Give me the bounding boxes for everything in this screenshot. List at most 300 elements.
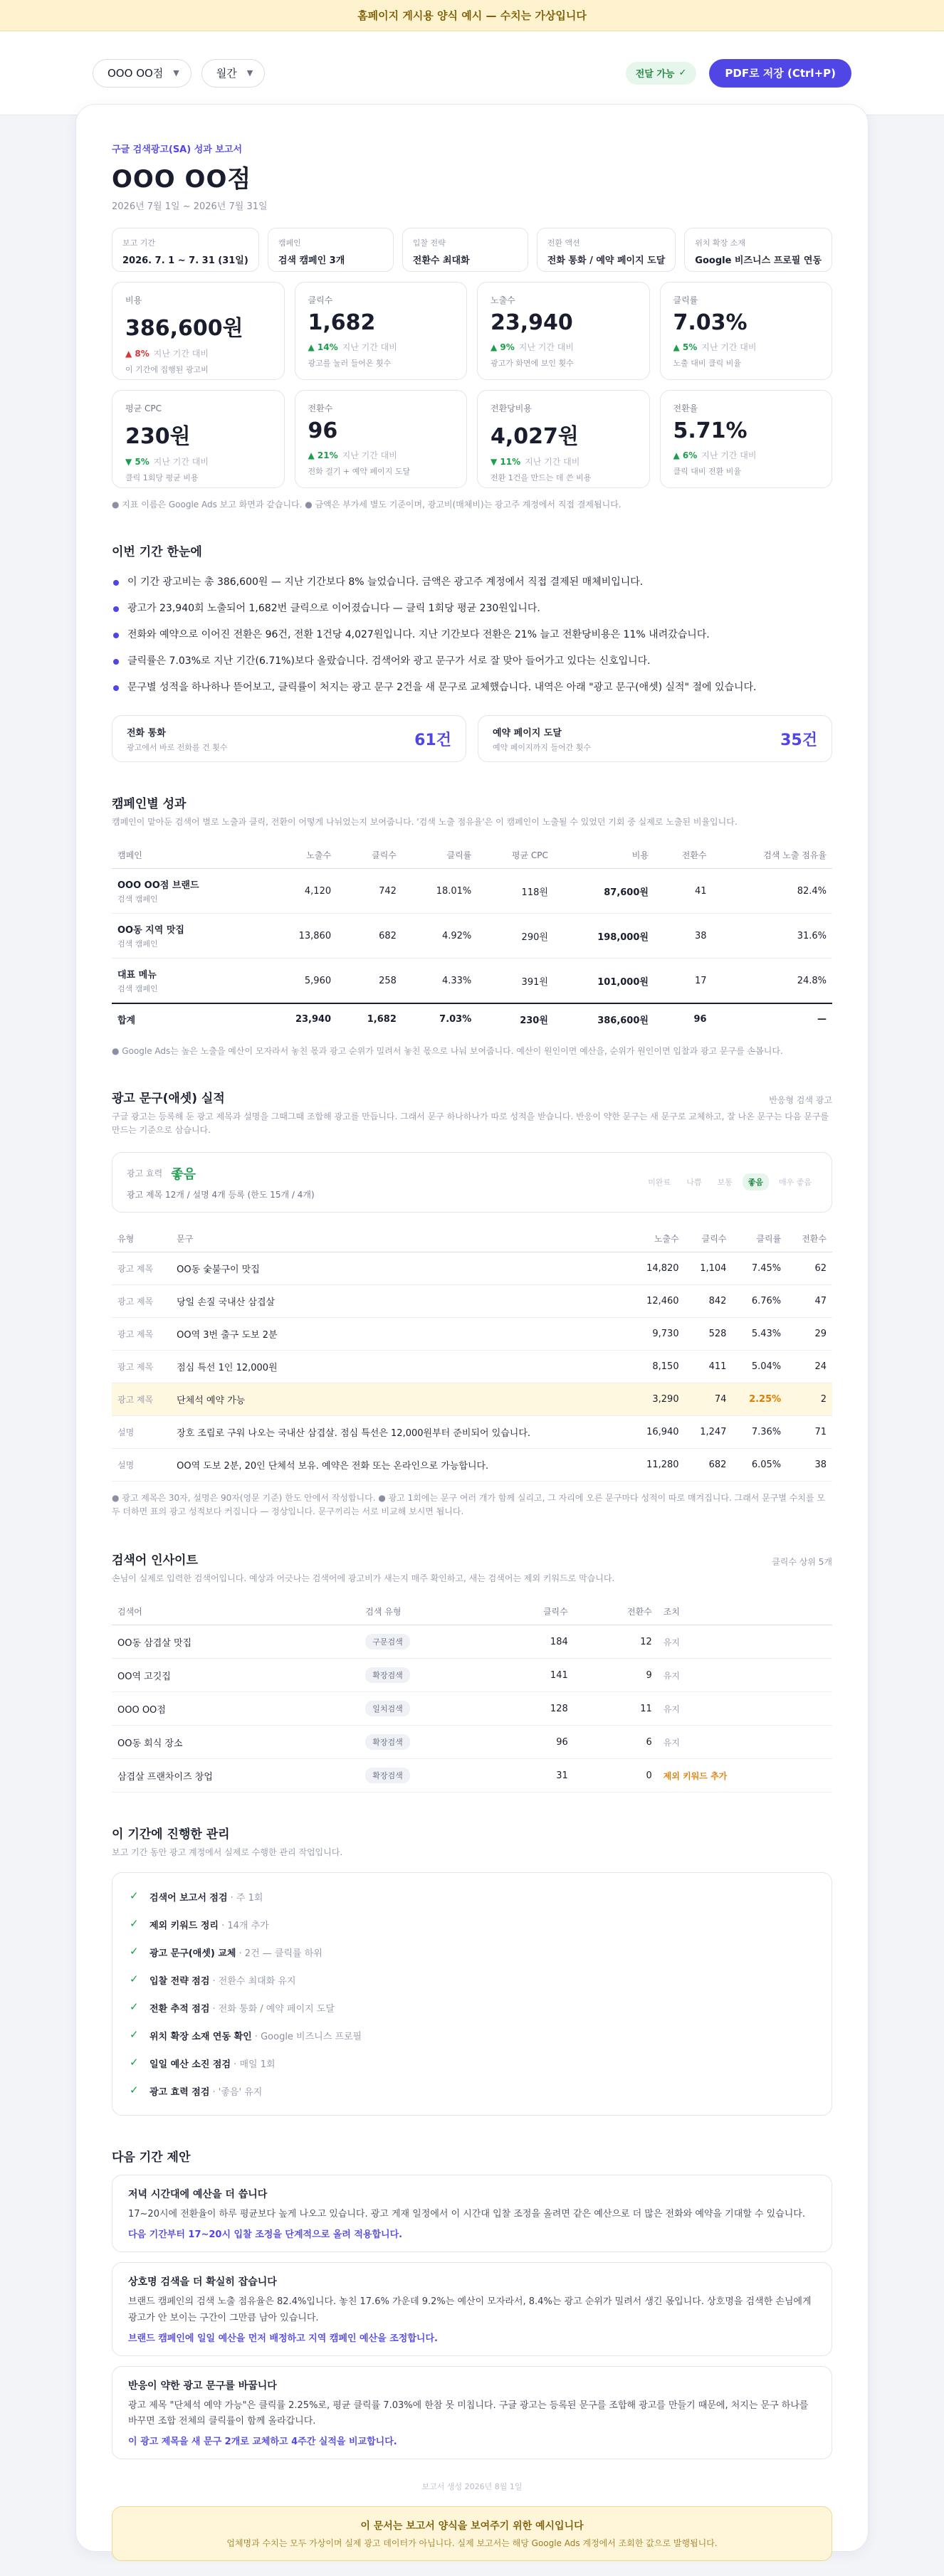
kpi-card: [477, 282, 650, 380]
kpi-note: 광고를 눌러 들어온 횟수: [308, 359, 392, 368]
table-cell: 6.76%: [732, 1284, 787, 1317]
meta-key: 전환 액션: [547, 238, 580, 248]
kpi-value: 230원: [125, 424, 191, 449]
column-header: 노출수: [629, 1225, 684, 1252]
table-row: [112, 1625, 832, 1659]
search-term: OO동 회식 장소: [112, 1726, 360, 1759]
kpi-card: [295, 282, 468, 380]
table-cell: 12,460: [629, 1284, 684, 1317]
search-terms-head: [112, 1550, 832, 1568]
table-cell: 7.36%: [732, 1415, 787, 1448]
search-term: OOO OO점: [112, 1692, 360, 1726]
meta-value: Google 비즈니스 프로필 연동: [695, 255, 822, 266]
period-select-value: 월간: [216, 67, 237, 80]
ad-strength-label: 광고 효력: [127, 1168, 163, 1179]
meta-item: [684, 228, 832, 272]
kpi-delta: ▲ 9%: [491, 342, 515, 352]
kpi-delta: ▲ 8%: [125, 348, 150, 359]
summary-list: [112, 569, 832, 701]
kpi-label: 노출수: [491, 295, 515, 305]
ad-strength-level: 좋음: [743, 1173, 769, 1191]
table-row: [112, 914, 832, 959]
ad-strength-level: 미완료: [648, 1178, 671, 1188]
kpi-note: ● 지표 이름은 Google Ads 보고 화면과 같습니다. ● 금액은 부가세 별도 기준이며, 광고비(매체비)는 광고주 계정에서 직접 결제됩니다.: [112, 500, 622, 510]
match-type-tag: 확장검색: [365, 1768, 410, 1783]
campaigns-title: 캠페인별 성과: [112, 797, 187, 811]
search-terms-sub: 손님이 실제로 입력한 검색어입니다. 예상과 어긋나는 검색어에 광고비가 새는지 매주 확인하고, 새는 검색어는 제외 키워드로 막습니다.: [112, 1573, 615, 1583]
table-cell: 87,600원: [554, 869, 654, 914]
total-row: [112, 1003, 832, 1035]
kpi-delta-row: [125, 455, 271, 468]
table-cell: 41: [654, 869, 713, 914]
check-icon: ✓: [678, 68, 687, 78]
meta-value: 전화 통화 / 예약 페이지 도달: [547, 255, 666, 266]
table-row: [112, 1692, 832, 1726]
table-cell: 24: [787, 1350, 832, 1383]
proposal-body: 광고 제목 "단체석 예약 가능"은 클릭률 2.25%로, 평균 클릭률 7.03%에 한참 못 미칩니다. 구글 광고는 등록된 문구를 조합해 광고를 만들기 때문에, 처지는 문구 하나를 바꾸면 조합 전체의 클릭률이 함께 올라갑니다.: [128, 2400, 809, 2427]
asset-type: 설명: [112, 1415, 171, 1448]
asset-text: 점심 특선 1인 12,000원: [171, 1350, 629, 1383]
management-item-title: 광고 문구(애셋) 교체: [150, 1948, 236, 1960]
asset-text: 당일 손질 국내산 삼겹살: [171, 1284, 629, 1317]
table-cell: 9,730: [629, 1317, 684, 1350]
management-item: [130, 1966, 814, 1994]
table-row: [112, 869, 832, 914]
proposal-title: 저녁 시간대에 예산을 더 씁니다: [128, 2189, 268, 2201]
kpi-value: 4,027원: [491, 424, 579, 449]
kpi-label: 전환율: [673, 403, 698, 413]
meta-value: 2026. 7. 1 ~ 7. 31 (31일): [122, 255, 248, 266]
kpi-label: 전환당비용: [491, 403, 532, 413]
match-type-tag: 확장검색: [365, 1667, 410, 1683]
table-cell: 16,940: [629, 1415, 684, 1448]
kpi-delta-row: [125, 347, 271, 359]
table-row: [112, 1415, 832, 1448]
campaigns-note: ● Google Ads는 높은 노출을 예산이 모자라서 놓친 몫과 광고 순위가 밀려서 놓친 몫으로 나눠 보여줍니다. 예산이 원인이면 예산을, 순위가 원인이면 입찰과 광고 문구를 손봅니다.: [112, 1046, 783, 1057]
table-cell: 411: [685, 1350, 733, 1383]
summary-item: 클릭률은 7.03%로 지난 기간(6.71%)보다 올랐습니다. 검색어와 광고 문구가 서로 잘 맞아 들어가고 있다는 신호입니다.: [112, 648, 832, 675]
period-select[interactable]: [201, 59, 265, 88]
kpi-note: 전화 걸기 + 예약 페이지 도달: [308, 467, 411, 476]
asset-text: OO동 숯불구이 맛집: [171, 1252, 629, 1284]
kpi-delta-label: 지난 기간 대비: [342, 342, 397, 352]
table-cell: 38: [654, 914, 713, 959]
total-label: 합계: [112, 1003, 261, 1035]
toolbar: [0, 31, 944, 115]
table-cell: 101,000원: [554, 959, 654, 1004]
column-header: 전환수: [787, 1225, 832, 1252]
proposal-body: 17~20시에 전환율이 하루 평균보다 높게 나오고 있습니다. 광고 게재 일정에서 이 시간대 입찰 조정을 올려면 같은 예산으로 더 많은 전화와 예약을 기대할 수 있습니다.: [128, 2209, 805, 2220]
management-list: [112, 1872, 832, 2116]
table-cell: 18.01%: [402, 869, 477, 914]
table-cell: 682: [685, 1448, 733, 1481]
table-cell: 118원: [477, 869, 554, 914]
total-cell: 1,682: [337, 1003, 402, 1035]
table-cell: 5.04%: [732, 1350, 787, 1383]
campaign-name-cell: [112, 914, 261, 959]
assets-sub: 구글 광고는 등록해 둔 광고 제목과 설명을 그때그때 조합해 광고를 만듭니다. 그래서 문구 하나하나가 따로 성적을 받습니다. 반응이 약한 문구는 새 문구로 교체하고, 잘 나온 문구는 다음 문구를 만드는 기준으로 삼습니다.: [112, 1112, 829, 1136]
meta-item: [402, 228, 528, 272]
table-header: [112, 1225, 832, 1252]
table-cell: 74: [685, 1383, 733, 1415]
campaign-name-cell: [112, 959, 261, 1004]
toolbar-selects: [93, 59, 265, 88]
campaign-type: 검색 캠페인: [117, 939, 158, 949]
table-cell: 2.25%: [732, 1383, 787, 1415]
table-row: [112, 959, 832, 1004]
management-item: [130, 1938, 814, 1966]
assets-note: ● 광고 제목은 30자, 설명은 90자(영문 기준) 한도 안에서 작성합니다. ● 광고 1회에는 문구 여러 개가 함께 실리고, 그 자리에 오른 문구마다 성적이 따로 매겨집니다. 그래서 문구별 수치를 모두 더하면 표의 광고 성적보다 커집니다 — 정상입니다. 문구끼리는 서로 비교해 보시면 됩니다.: [112, 1492, 825, 1516]
total-cell: 23,940: [261, 1003, 337, 1035]
proposal-title: 반응이 약한 광고 문구를 바꿉니다: [128, 2380, 277, 2392]
column-header: 검색 노출 점유율: [713, 842, 832, 869]
campaign-table: [112, 842, 832, 1035]
ad-strength-box: [112, 1152, 832, 1213]
kpi-delta-row: [308, 449, 454, 461]
management-item-sub: · '좋음' 유지: [209, 2087, 263, 2099]
proposal-body: 브랜드 캠페인의 검색 노출 점유율은 82.4%입니다. 놓친 17.6% 가운데 9.2%는 예산이 모자라서, 8.4%는 광고 순위가 밀려서 생긴 몫입니다. 상호명을 검색한 손님에게 광고가 안 보이는 구간이 그만큼 남아 있습니다.: [128, 2296, 812, 2323]
kpi-delta-label: 지난 기간 대비: [525, 457, 580, 467]
summary-item: 문구별 성적을 하나하나 뜯어보고, 클릭률이 처지는 광고 문구 2건을 새 문구로 교체했습니다. 내역은 아래 "광고 문구(애셋) 실적" 절에 있습니다.: [112, 675, 832, 701]
kpi-value: 96: [308, 418, 338, 443]
table-cell: 6: [574, 1726, 658, 1759]
column-header: 캠페인: [112, 842, 261, 869]
total-cell: 230원: [477, 1003, 554, 1035]
asset-text: 단체석 예약 가능: [171, 1383, 629, 1415]
total-cell: 7.03%: [402, 1003, 477, 1035]
table-cell: 258: [337, 959, 402, 1004]
call-boxes: [112, 715, 832, 762]
summary-item: 이 기간 광고비는 총 386,600원 — 지난 기간보다 8% 늘었습니다. 금액은 광고주 계정에서 직접 결제된 매체비입니다.: [112, 569, 832, 596]
assets-title: 광고 문구(애셋) 실적: [112, 1092, 225, 1107]
table-cell: 71: [787, 1415, 832, 1448]
kpi-delta-row: [308, 341, 454, 353]
kpi-delta-label: 지난 기간 대비: [342, 450, 397, 460]
meta-item: [537, 228, 676, 272]
proposal-action: 브랜드 캠페인에 일일 예산을 먼저 배정하고 지역 캠페인 예산을 조정합니다.: [128, 2333, 438, 2344]
asset-type: 광고 제목: [112, 1284, 171, 1317]
management-item-title: 제외 키워드 정리: [150, 1921, 219, 1932]
campaign-name-cell: [112, 869, 261, 914]
table-cell: 31: [490, 1759, 574, 1793]
proposal-action: 다음 기간부터 17~20시 입찰 조정을 단계적으로 올려 적용합니다.: [128, 2229, 403, 2241]
table-cell: 3,290: [629, 1383, 684, 1415]
match-type-cell: [360, 1659, 489, 1692]
management-item: [130, 1883, 814, 1911]
kpi-note: 클릭 대비 전환 비율: [673, 467, 741, 476]
meta-item: [268, 228, 394, 272]
search-term: 삼겹살 프랜차이즈 창업: [112, 1759, 360, 1793]
kpi-value: 1,682: [308, 310, 376, 335]
table-cell: 141: [490, 1659, 574, 1692]
management-item-sub: · 매일 1회: [231, 2059, 276, 2071]
table-header: [112, 1598, 832, 1625]
footer-banner-sub: 업체명과 수치는 모두 가상이며 실제 광고 데이터가 아닙니다. 실제 보고서는 해당 Google Ads 계정에서 조회한 값으로 발행됩니다.: [226, 2538, 718, 2548]
table-row: [112, 1448, 832, 1481]
meta-item: [112, 228, 259, 272]
kpi-delta: ▲ 21%: [308, 450, 338, 460]
campaign-name: OO동 지역 맛집: [117, 925, 184, 936]
management-item-title: 광고 효력 점검: [150, 2087, 210, 2099]
kpi-value: 23,940: [491, 310, 573, 335]
kpi-note: 이 기간에 집행된 광고비: [125, 365, 209, 374]
status-badge-label: 전달 가능: [635, 69, 675, 80]
match-type-cell: [360, 1625, 489, 1659]
table-cell: 528: [685, 1317, 733, 1350]
table-row: [112, 1317, 832, 1350]
asset-text: OO역 도보 2분, 20인 단체석 보유. 예약은 전화 또는 온라인으로 가능합니다.: [171, 1448, 629, 1481]
management-item-sub: · Google 비즈니스 프로필: [251, 2032, 362, 2043]
table-cell: 2: [787, 1383, 832, 1415]
kpi-grid: [112, 282, 832, 488]
management-item-title: 검색어 보고서 점검: [150, 1893, 228, 1904]
search-terms-table: [112, 1598, 832, 1793]
ad-strength-sub: 광고 제목 12개 / 설명 4개 등록 (한도 15개 / 4개): [127, 1189, 315, 1200]
asset-type: 광고 제목: [112, 1383, 171, 1415]
search-terms-title: 검색어 인사이트: [112, 1553, 198, 1568]
footer-banner: [112, 2506, 832, 2561]
table-cell: 290원: [477, 914, 554, 959]
table-cell: 4.33%: [402, 959, 477, 1004]
match-type-cell: [360, 1726, 489, 1759]
kpi-delta-row: [673, 449, 819, 461]
kpi-delta-row: [491, 455, 636, 468]
total-cell: —: [713, 1003, 832, 1035]
kpi-delta: ▼ 5%: [125, 456, 150, 467]
store-select-value: OOO OO점: [107, 67, 164, 80]
asset-type: 광고 제목: [112, 1252, 171, 1284]
management-item-title: 전환 추적 점검: [150, 2004, 210, 2015]
call-sub: 예약 페이지까지 들어간 횟수: [493, 742, 592, 752]
kpi-card: [295, 390, 468, 488]
table-cell: 5,960: [261, 959, 337, 1004]
column-header: 평균 CPC: [477, 842, 554, 869]
kpi-label: 클릭률: [673, 295, 698, 305]
table-cell: 11,280: [629, 1448, 684, 1481]
column-header: 전환수: [574, 1598, 658, 1625]
match-type-cell: [360, 1759, 489, 1793]
search-terms-right: 클릭수 상위 5개: [772, 1556, 832, 1567]
asset-text: 장호 조립로 구워 나오는 국내산 삼겹살. 점심 특선은 12,000원부터 준비되어 있습니다.: [171, 1415, 629, 1448]
table-cell: 198,000원: [554, 914, 654, 959]
table-cell: 1,104: [685, 1252, 733, 1284]
table-cell: 4.92%: [402, 914, 477, 959]
table-cell: 12: [574, 1625, 658, 1659]
call-value: 35건: [780, 731, 817, 749]
ad-strength-level: 매우 좋음: [778, 1178, 812, 1188]
table-cell: 31.6%: [713, 914, 832, 959]
column-header: 유형: [112, 1225, 171, 1252]
proposal-card: [112, 2262, 832, 2355]
match-type-tag: 구문검색: [365, 1634, 410, 1649]
column-header: 클릭률: [402, 842, 477, 869]
table-cell: 11: [574, 1692, 658, 1726]
kpi-card: [660, 282, 833, 380]
table-cell: 842: [685, 1284, 733, 1317]
meta-value: 검색 캠페인 3개: [278, 255, 345, 266]
kpi-delta: ▲ 6%: [673, 450, 698, 460]
kpi-delta-label: 지난 기간 대비: [518, 342, 574, 352]
management-item: [130, 2022, 814, 2049]
column-header: 검색어: [112, 1598, 360, 1625]
chevron-down-icon: ▼: [173, 68, 179, 78]
summary-item: 광고가 23,940회 노출되어 1,682번 클릭으로 이어졌습니다 — 클릭 1회당 평균 230원입니다.: [112, 596, 832, 622]
kpi-card: [477, 390, 650, 488]
proposals-title: 다음 기간 제안: [112, 2150, 191, 2165]
table-cell: 184: [490, 1625, 574, 1659]
kpi-label: 평균 CPC: [125, 403, 162, 413]
kpi-delta-row: [673, 341, 819, 353]
column-header: 클릭수: [490, 1598, 574, 1625]
table-cell: 47: [787, 1284, 832, 1317]
table-cell: 4,120: [261, 869, 337, 914]
assets-right: 반응형 검색 광고: [769, 1095, 832, 1106]
table-cell: 391원: [477, 959, 554, 1004]
table-cell: 17: [654, 959, 713, 1004]
campaign-name: OOO OO점 브랜드: [117, 880, 199, 892]
table-cell: 82.4%: [713, 869, 832, 914]
call-box-reservation: [478, 715, 832, 762]
management-sub: 보고 기간 동안 광고 계정에서 실제로 수행한 관리 작업입니다.: [112, 1847, 343, 1858]
chevron-down-icon: ▼: [246, 68, 253, 78]
kpi-note: 광고가 화면에 보인 횟수: [491, 359, 574, 368]
summary-title: 이번 기간 한눈에: [112, 545, 202, 559]
table-cell: 0: [574, 1759, 658, 1793]
kpi-note: 전환 1건을 만드는 데 쓴 비용: [491, 473, 592, 482]
campaign-name: 대표 메뉴: [117, 970, 157, 981]
meta-value: 전환수 최대화: [412, 255, 470, 266]
kpi-label: 비용: [125, 295, 142, 305]
table-row: [112, 1383, 832, 1415]
kpi-value: 386,600원: [125, 316, 243, 341]
table-cell: 96: [490, 1726, 574, 1759]
asset-text: OO역 3번 출구 도보 2분: [171, 1317, 629, 1350]
kpi-note: 클릭 1회당 평균 비용: [125, 473, 199, 482]
proposal-title: 상호명 검색을 더 확실히 잡습니다: [128, 2276, 277, 2289]
kpi-value: 5.71%: [673, 418, 748, 443]
search-term: OO동 삼겹살 맛집: [112, 1625, 360, 1659]
action-cell: 유지: [658, 1692, 832, 1726]
call-value: 61건: [414, 731, 451, 749]
ad-strength-scale: [642, 1173, 817, 1191]
management-item-title: 입찰 전략 점검: [150, 1976, 210, 1988]
kpi-card: [112, 390, 285, 488]
table-cell: 1,247: [685, 1415, 733, 1448]
table-cell: 682: [337, 914, 402, 959]
call-label: 전화 통화: [127, 727, 166, 739]
table-header: [112, 842, 832, 869]
table-cell: 9: [574, 1659, 658, 1692]
meta-key: 캠페인: [278, 238, 301, 248]
assets-head: [112, 1088, 832, 1106]
match-type-tag: 일치검색: [365, 1701, 410, 1716]
management-item: [130, 2049, 814, 2077]
table-row: [112, 1350, 832, 1383]
table-row: [112, 1252, 832, 1284]
campaign-type: 검색 캠페인: [117, 984, 158, 994]
kpi-label: 클릭수: [308, 295, 333, 305]
management-item-sub: · 주 1회: [227, 1893, 263, 1904]
management-title: 이 기간에 진행한 관리: [112, 1827, 230, 1842]
total-cell: 96: [654, 1003, 713, 1035]
kpi-value: 7.03%: [673, 310, 748, 335]
call-label: 예약 페이지 도달: [493, 727, 562, 739]
column-header: 클릭수: [337, 842, 402, 869]
management-item-title: 일일 예산 소진 점검: [150, 2059, 231, 2071]
column-header: 문구: [171, 1225, 629, 1252]
asset-type: 광고 제목: [112, 1317, 171, 1350]
ad-strength-level: 나쁨: [686, 1178, 702, 1188]
action-cell: 유지: [658, 1625, 832, 1659]
kpi-delta-label: 지난 기간 대비: [153, 349, 209, 359]
column-header: 전환수: [654, 842, 713, 869]
call-sub: 광고에서 바로 전화를 건 횟수: [127, 742, 228, 752]
action-cell: 제외 키워드 추가: [658, 1759, 832, 1793]
table-row: [112, 1659, 832, 1692]
table-cell: 8,150: [629, 1350, 684, 1383]
campaign-type: 검색 캠페인: [117, 894, 158, 904]
column-header: 클릭률: [732, 1225, 787, 1252]
proposal-list: [112, 2175, 832, 2459]
status-badge: [626, 62, 697, 85]
table-cell: 62: [787, 1252, 832, 1284]
footer-date: 보고서 생성 2026년 8월 1일: [421, 2481, 523, 2491]
store-select[interactable]: [93, 59, 192, 88]
ad-strength-value: 좋음: [171, 1166, 196, 1182]
kpi-delta-label: 지난 기간 대비: [153, 457, 209, 467]
management-item-sub: · 14개 추가: [218, 1921, 269, 1932]
column-header: 비용: [554, 842, 654, 869]
kpi-delta-label: 지난 기간 대비: [701, 450, 757, 460]
management-item: [130, 1911, 814, 1938]
asset-type: 광고 제목: [112, 1350, 171, 1383]
table-cell: 5.43%: [732, 1317, 787, 1350]
page-title: OOO OO점: [112, 165, 252, 194]
meta-row: [112, 228, 832, 272]
kpi-card: [112, 282, 285, 380]
match-type-tag: 확장검색: [365, 1734, 410, 1750]
table-cell: 742: [337, 869, 402, 914]
proposal-card: [112, 2175, 832, 2252]
table-cell: 14,820: [629, 1252, 684, 1284]
column-header: 노출수: [261, 842, 337, 869]
management-item-sub: · 전화 통화 / 예약 페이지 도달: [209, 2004, 335, 2015]
table-cell: 7.45%: [732, 1252, 787, 1284]
summary-item: 전화와 예약으로 이어진 전환은 96건, 전환 1건당 4,027원입니다. 지난 기간보다 전환은 21% 늘고 전환당비용은 11% 내려갔습니다.: [112, 622, 832, 648]
save-pdf-button[interactable]: PDF로 저장 (Ctrl+P): [709, 59, 851, 88]
kpi-delta: ▲ 14%: [308, 342, 338, 352]
proposal-action: 이 광고 제목을 새 문구 2개로 교체하고 4주간 실적을 비교합니다.: [128, 2436, 397, 2447]
table-row: [112, 1726, 832, 1759]
meta-key: 보고 기간: [122, 238, 156, 248]
footer-banner-title: 이 문서는 보고서 양식을 보여주기 위한 예시입니다: [360, 2520, 584, 2532]
report-card: [75, 104, 869, 2552]
proposal-card: [112, 2366, 832, 2459]
action-cell: 유지: [658, 1726, 832, 1759]
column-header: 클릭수: [685, 1225, 733, 1252]
meta-key: 위치 확장 소재: [695, 238, 746, 248]
management-item: [130, 2077, 814, 2105]
top-banner: 홈페이지 게시용 양식 예시 — 수치는 가상입니다: [0, 0, 944, 31]
column-header: 검색 유형: [360, 1598, 489, 1625]
kpi-delta: ▼ 11%: [491, 456, 521, 467]
kpi-note: 노출 대비 클릭 비율: [673, 359, 741, 368]
table-cell: 24.8%: [713, 959, 832, 1004]
campaigns-sub: 캠페인이 맡아둔 검색어 별로 노출과 클릭, 전환이 어떻게 나뉘었는지 보여줍니다. '검색 노출 점유율'은 이 캠페인이 노출될 수 있었던 기회 중 실제로 노출된 비율입니다.: [112, 817, 738, 827]
kpi-label: 전환수: [308, 403, 333, 413]
table-row: [112, 1759, 832, 1793]
kpi-delta-row: [491, 341, 636, 353]
